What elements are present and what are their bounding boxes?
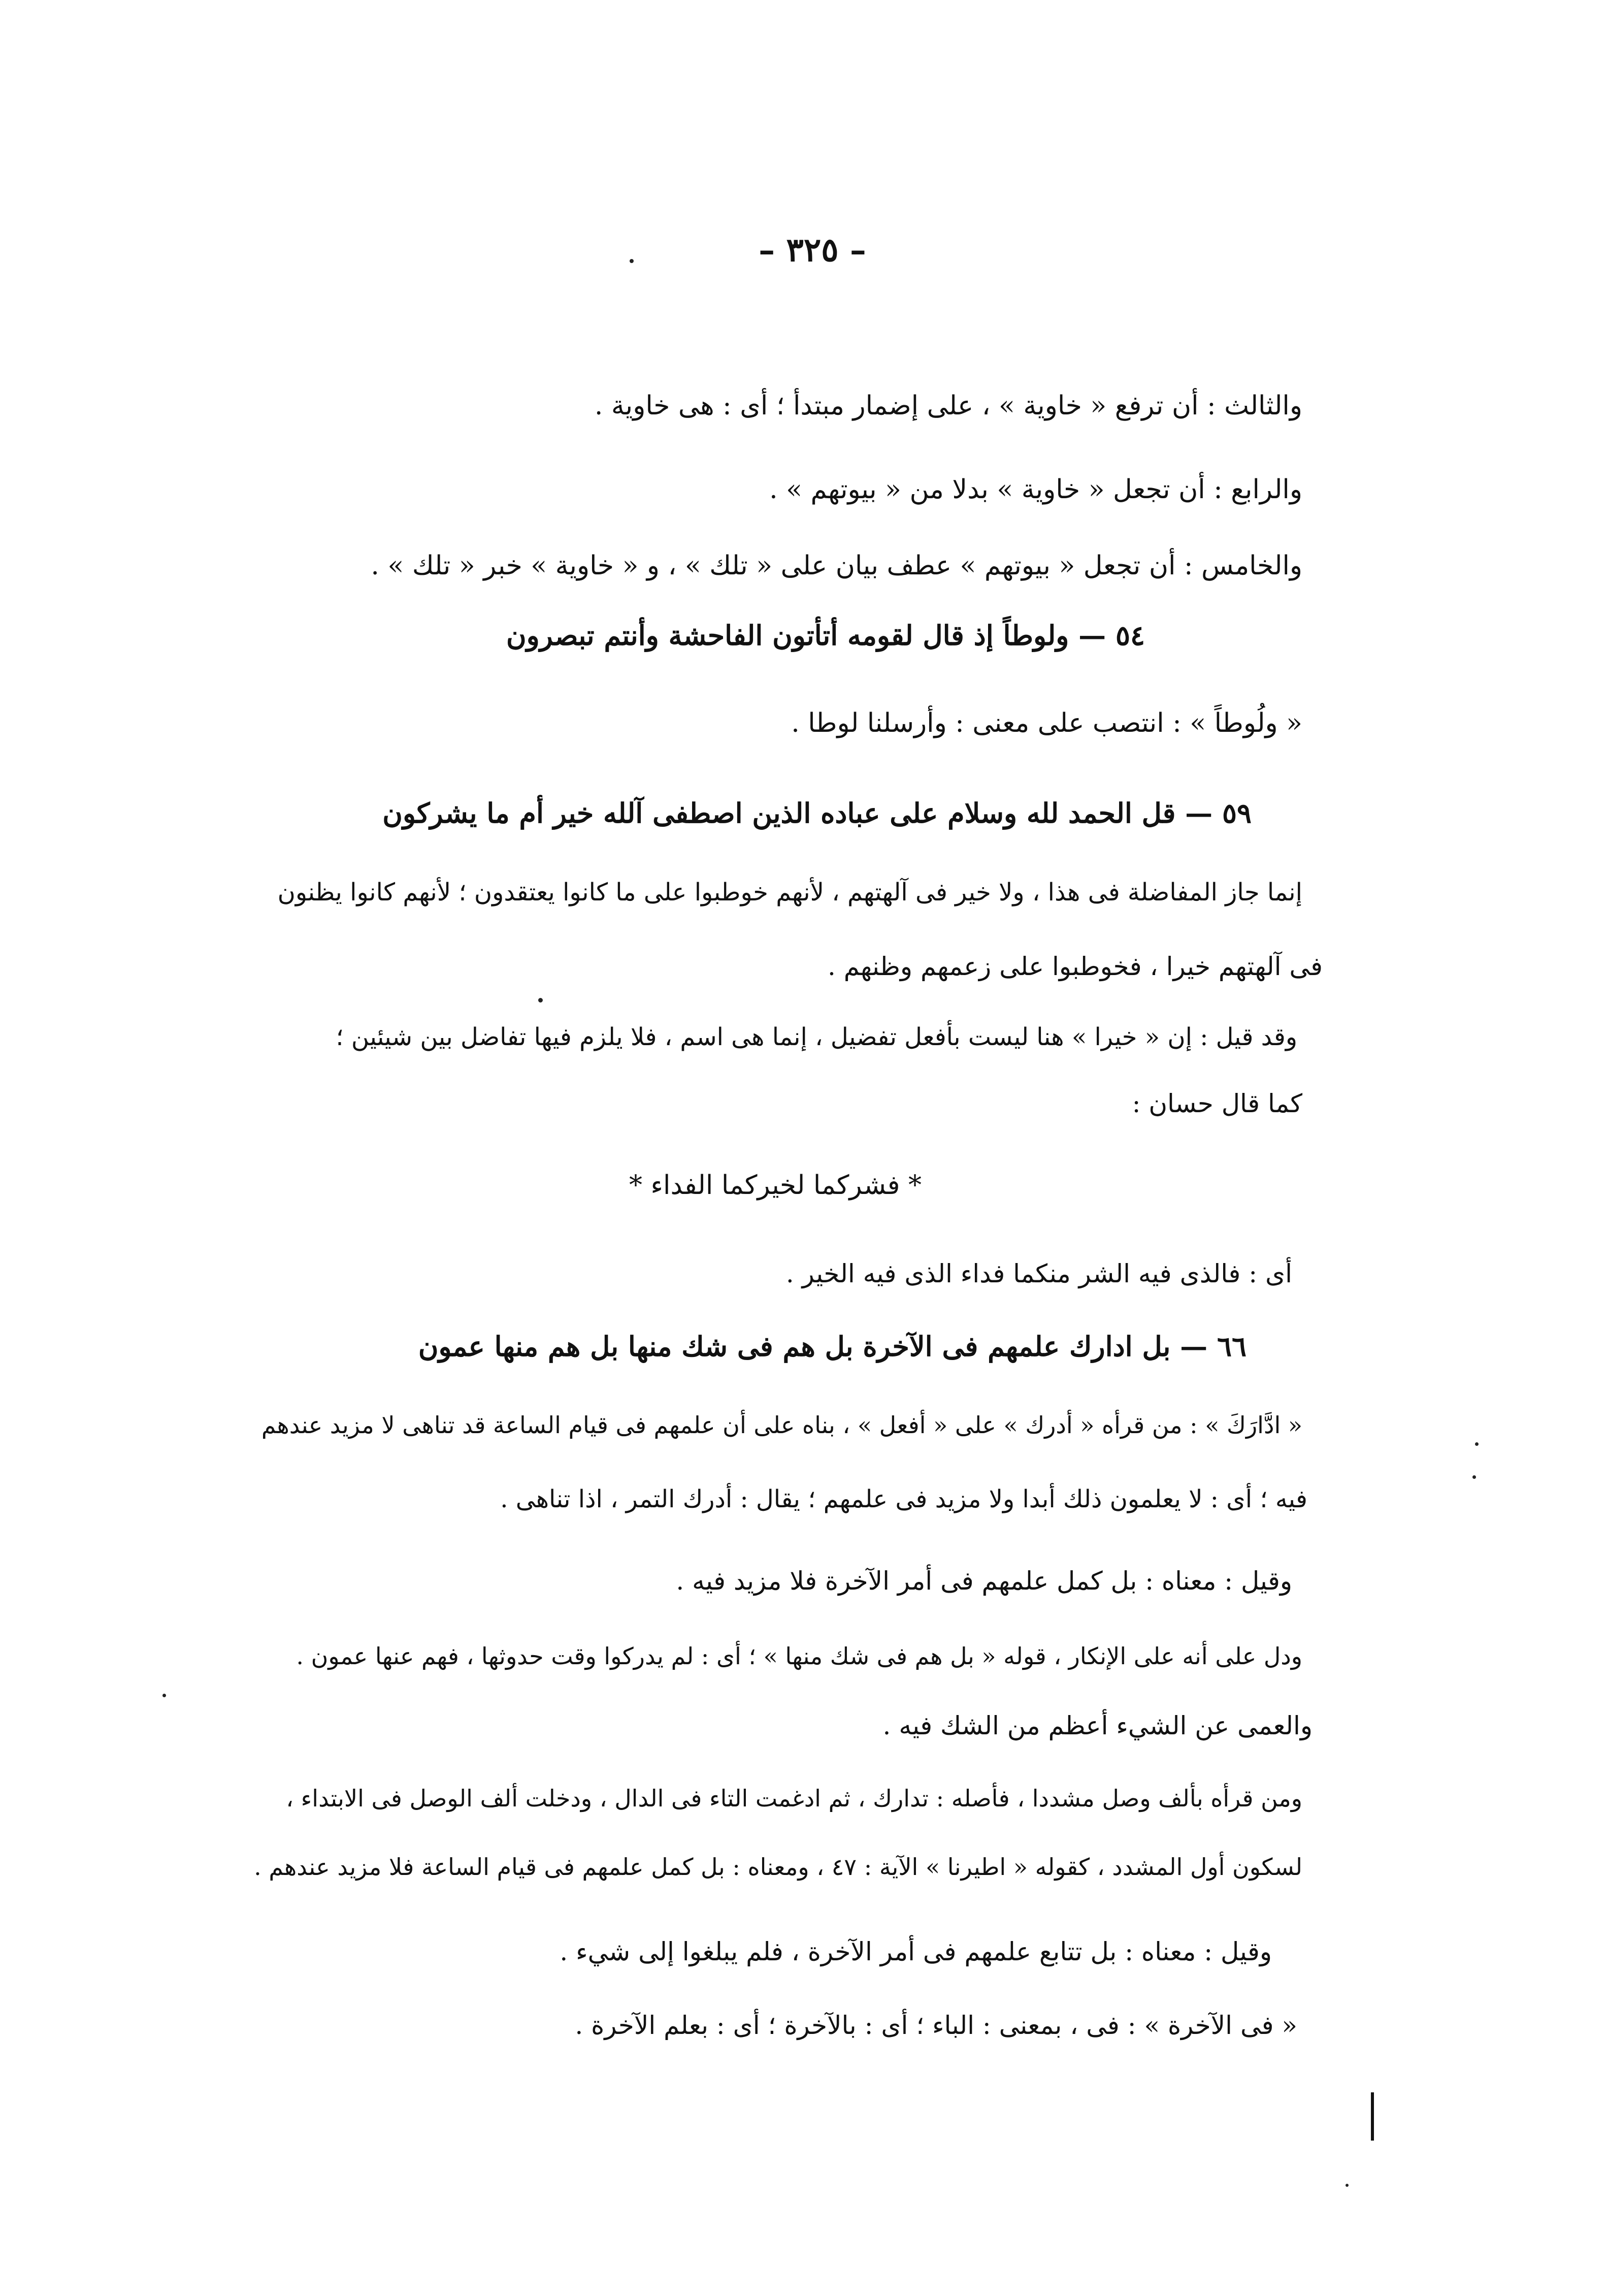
verse-line-54: ٥٤ — ولوطاً إذ قال لقومه أتأتون الفاحشة وأنتم تبصرون [506, 619, 1145, 652]
text-line-1: والثالث : أن ترفع « خاوية » ، على إضمار مبتدأ ؛ أى : هى خاوية . [594, 391, 1302, 421]
text-line-8: كما قال حسان : [1132, 1089, 1302, 1118]
text-line-4: « ولُوطاً » : انتصب على معنى : وأرسلنا لوطا . [791, 708, 1302, 738]
page-number: – ٣٢٥ – [759, 231, 866, 269]
text-line-6: فى آلهتهم خيرا ، فخوطبوا على زعمهم وظنهم . [827, 952, 1323, 981]
text-line-11: فيه ؛ أى : لا يعلمون ذلك أبدا ولا مزيد فى علمهم ؛ يقال : أدرك التمر ، اذا تناهى . [500, 1485, 1307, 1513]
text-line-15: ومن قرأه بألف وصل مشددا ، فأصله : تدارك ، ثم ادغمت التاء فى الدال ، ودخلت ألف الوصل فى الابتداء ، [286, 1785, 1302, 1812]
scan-speck [538, 998, 543, 1003]
text-line-12: وقيل : معناه : بل كمل علمهم فى أمر الآخرة فلا مزيد فيه . [676, 1566, 1292, 1596]
scan-speck [1475, 1442, 1479, 1446]
text-line-9: أى : فالذى فيه الشر منكما فداء الذى فيه الخير . [785, 1259, 1292, 1288]
text-line-16: لسكون أول المشدد ، كقوله « اطيرنا » الآية : ٤٧ ، ومعناه : بل كمل علمهم فى قيام الساعة فلا مزيد عندهم . [254, 1853, 1302, 1881]
text-line-10: « ادَّارَكَ » : من قرأه « أدرك » على « أفعل » ، بناه على أن علمهم فى قيام الساعة قد تناهى لا مزيد عندهم [261, 1411, 1302, 1439]
text-line-3: والخامس : أن تجعل « بيوتهم » عطف بيان على « تلك » ، و « خاوية » خبر « تلك » . [371, 551, 1302, 581]
scan-speck [1346, 2184, 1349, 2187]
text-line-18: « فى الآخرة » : فى ، بمعنى : الباء ؛ أى : بالآخرة ؛ أى : بعلم الآخرة . [575, 2011, 1297, 2040]
text-line-7: وقد قيل : إن « خيرا » هنا ليست بأفعل تفضيل ، إنما هى اسم ، فلا يلزم فيها تفاضل بين شيئين ؛ [336, 1023, 1297, 1051]
scan-mark [1371, 2092, 1374, 2141]
scan-speck [162, 1694, 166, 1697]
verse-line-59: ٥٩ — قل الحمد لله وسلام على عباده الذين اصطفى آلله خير أم ما يشركون [382, 797, 1252, 829]
poetry-line: * فشركما لخيركما الفداء * [629, 1170, 922, 1201]
text-line-5: إنما جاز المفاضلة فى هذا ، ولا خير فى آلهتهم ، لأنهم خوطبوا على ما كانوا يعتقدون ؛ لأنهم كانوا يظنون [277, 878, 1302, 907]
text-line-14: والعمى عن الشيء أعظم من الشك فيه . [882, 1711, 1313, 1740]
scan-speck [630, 259, 634, 263]
verse-line-66: ٦٦ — بل ادارك علمهم فى الآخرة بل هم فى شك منها بل هم منها عمون [418, 1330, 1247, 1363]
text-line-13: ودل على أنه على الإنكار ، قوله « بل هم فى شك منها » ؛ أى : لم يدركوا وقت حدوثها ، فهم عنها عمون . [296, 1642, 1302, 1670]
scan-speck [1472, 1475, 1476, 1479]
text-line-17: وقيل : معناه : بل تتابع علمهم فى أمر الآخرة ، فلم يبلغوا إلى شيء . [560, 1937, 1272, 1966]
text-line-2: والرابع : أن تجعل « خاوية » بدلا من « بيوتهم » . [769, 474, 1302, 505]
